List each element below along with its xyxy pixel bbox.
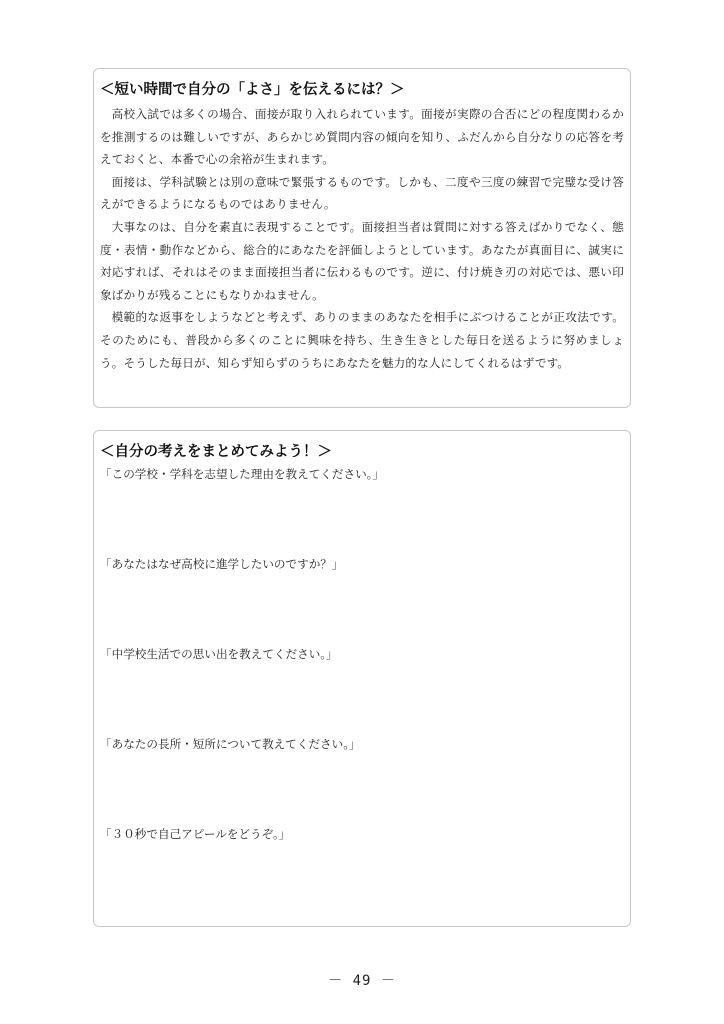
tips-paragraph: 面接は、学科試験とは別の意味で緊張するものです。しかも、二度や三度の練習で完璧な受け答えができるようになるものではありません。 bbox=[100, 174, 624, 212]
tips-paragraph: 大事なのは、自分を素直に表現することです。面接担当者は質問に対する答えばかりでなく、態度・表情・動作などから、総合的にあなたを評価しようとしています。あなたが真面目に、誠実に対応すれば、それはそのまま面接担当者に伝わるものです。逆に、付け焼き刃の対応では、悪い印象ばかりが残ることにもなりかねません。 bbox=[100, 219, 624, 302]
question-item: 「この学校・学科を志望した理由を教えてください。」 bbox=[100, 467, 385, 481]
page-number: － 49 － bbox=[328, 973, 396, 989]
question-list bbox=[100, 465, 624, 915]
worksheet-title: ＜自分の考えをまとめてみよう！＞ bbox=[100, 444, 332, 460]
tips-box bbox=[93, 68, 631, 408]
tips-title: ＜短い時間で自分の「よさ」を伝えるには？＞ bbox=[100, 82, 405, 98]
question-item: 「３０秒で自己アピールをどうぞ。」 bbox=[100, 827, 291, 841]
question-item: 「あなたの長所・短所について教えてください。」 bbox=[100, 737, 361, 751]
question-item: 「中学校生活での思い出を教えてください。」 bbox=[100, 647, 338, 661]
question-item: 「あなたはなぜ高校に進学したいのですか？」 bbox=[100, 557, 344, 571]
tips-paragraph: 高校入試では多くの場合、面接が取り入れられています。面接が実際の合否にどの程度関わるかを推測するのは難しいですが、あらかじめ質問内容の傾向を知り、ふだんから自分なりの応答を考えておくと、本番で心の余裕が生まれます。 bbox=[100, 107, 624, 167]
tips-paragraph: 模範的な返事をしようなどと考えず、ありのままのあなたを相手にぶつけることが正攻法です。そのためにも、普段から多くのことに興味を持ち、生き生きとした毎日を送るように努めましょう。そうした毎日が、知らず知らずのうちにあなたを魅力的な人にしてくれるはずです。 bbox=[100, 310, 624, 370]
worksheet-box bbox=[93, 430, 631, 927]
